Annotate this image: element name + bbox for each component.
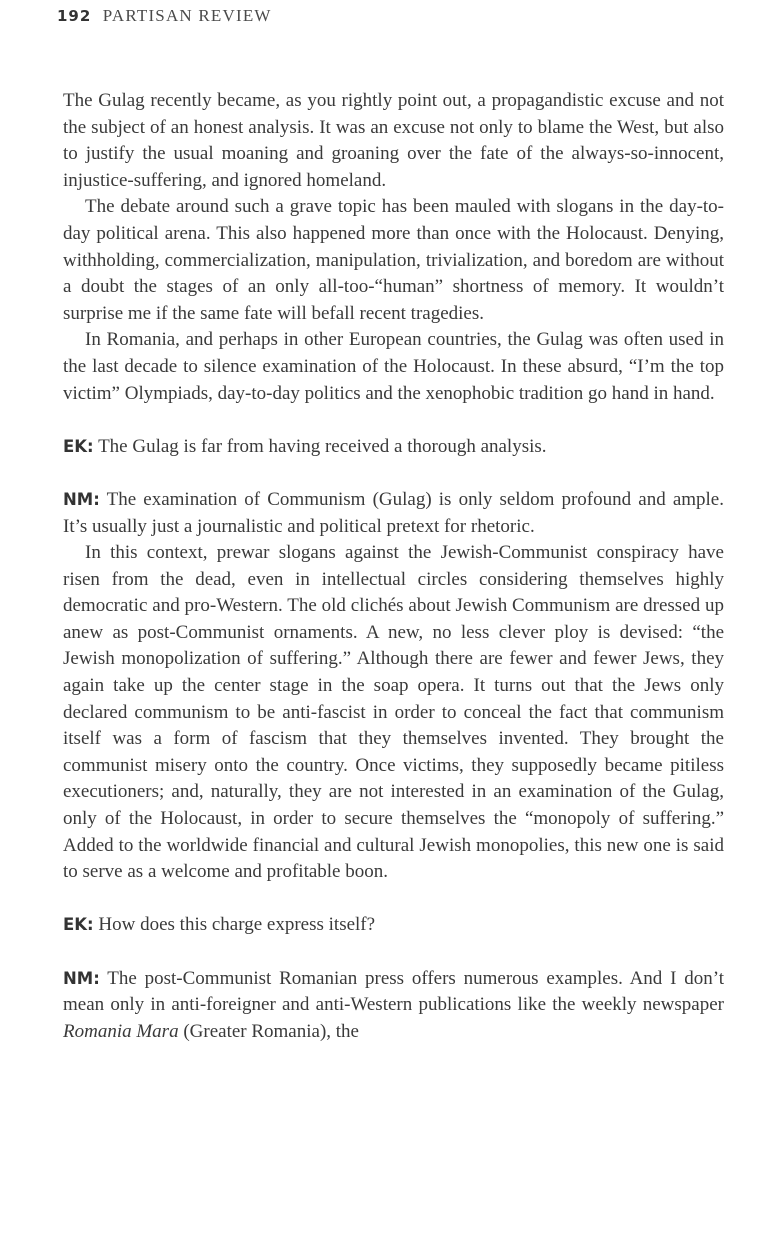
paragraph: The debate around such a grave topic has been mauled with slogans in the day-to-day political arena. This also happened more than once with the Holocaust. Denying, withholding, commercialization, manipulation, trivialization, and boredom are without a doubt the stages of an only all-too-“human” shortness of memory. It wouldn’t surprise me if the same fate will befall recent tragedies. [63, 196, 724, 324]
paragraph: In Romania, and perhaps in other European countries, the Gulag was often used in the last decade to silence examination of the Holocaust. In these absurd, “I’m the top victim” Olympiads, day-to-day politics and the xenophobic tradition go hand in hand. [63, 329, 724, 404]
question-text: How does this charge express itself? [93, 914, 376, 936]
paragraph: In this context, prewar slogans against the Jewish-Communist conspiracy have risen from the dead, even in intellectual circles considering themselves highly democratic and pro-Western. The old clichés about Jewish Communism are dressed up anew as post-Communist ornaments. A new, no less clever ploy is devised: “the Jewish monopolization of suffering.” Although there are fewer and fewer Jews, they again take up the center stage in the soap opera. It turns out that the Jews only declared communism to be anti-fascist in order to conceal the fact that communism itself was a form of fascism that they themselves invented. They brought the communist misery onto the country. Once victims, they supposedly became pitiless executioners; and, naturally, they are not interested in an examination of the Gulag, only of the Holocaust, in order to secure themselves the “monopoly of suffering.” Added to the worldwide financial and cultural Jewish monopolies, this new one is said to serve as a welcome and profitable boon. [63, 542, 724, 883]
speaker-label: NM: [63, 968, 100, 988]
journal-title: PARTISAN REVIEW [102, 6, 272, 25]
publication-title: Romania Mara [63, 1020, 179, 1042]
page-number: 192 [57, 7, 92, 25]
interview-answer [63, 487, 724, 540]
answer-text: The examination of Communism (Gulag) is only seldom profound and ample. It’s usually just a journalistic and political pretext for rhetoric. [63, 488, 724, 537]
answer-text-continued: (Greater Romania), the [178, 1020, 359, 1042]
interview-question [63, 434, 724, 461]
paragraph: The Gulag recently became, as you rightly point out, a propagandistic excuse and not the subject of an honest analysis. It was an excuse not only to blame the West, but also to justify the usual moaning and groaning over the fate of the always-so-innocent, injustice-suffering, and ignored homeland. [63, 90, 724, 191]
running-head [57, 6, 272, 26]
article-body [63, 88, 724, 1045]
speaker-label: EK: [63, 915, 94, 935]
interview-question [63, 912, 724, 939]
answer-text: The post-Communist Romanian press offers numerous examples. And I don’t mean only in anti-foreigner and anti-Western publications like the weekly newspaper [63, 967, 724, 1016]
speaker-label: EK: [63, 436, 94, 456]
speaker-label: NM: [63, 489, 100, 509]
interview-answer [63, 966, 724, 1046]
question-text: The Gulag is far from having received a thorough analysis. [93, 435, 547, 457]
